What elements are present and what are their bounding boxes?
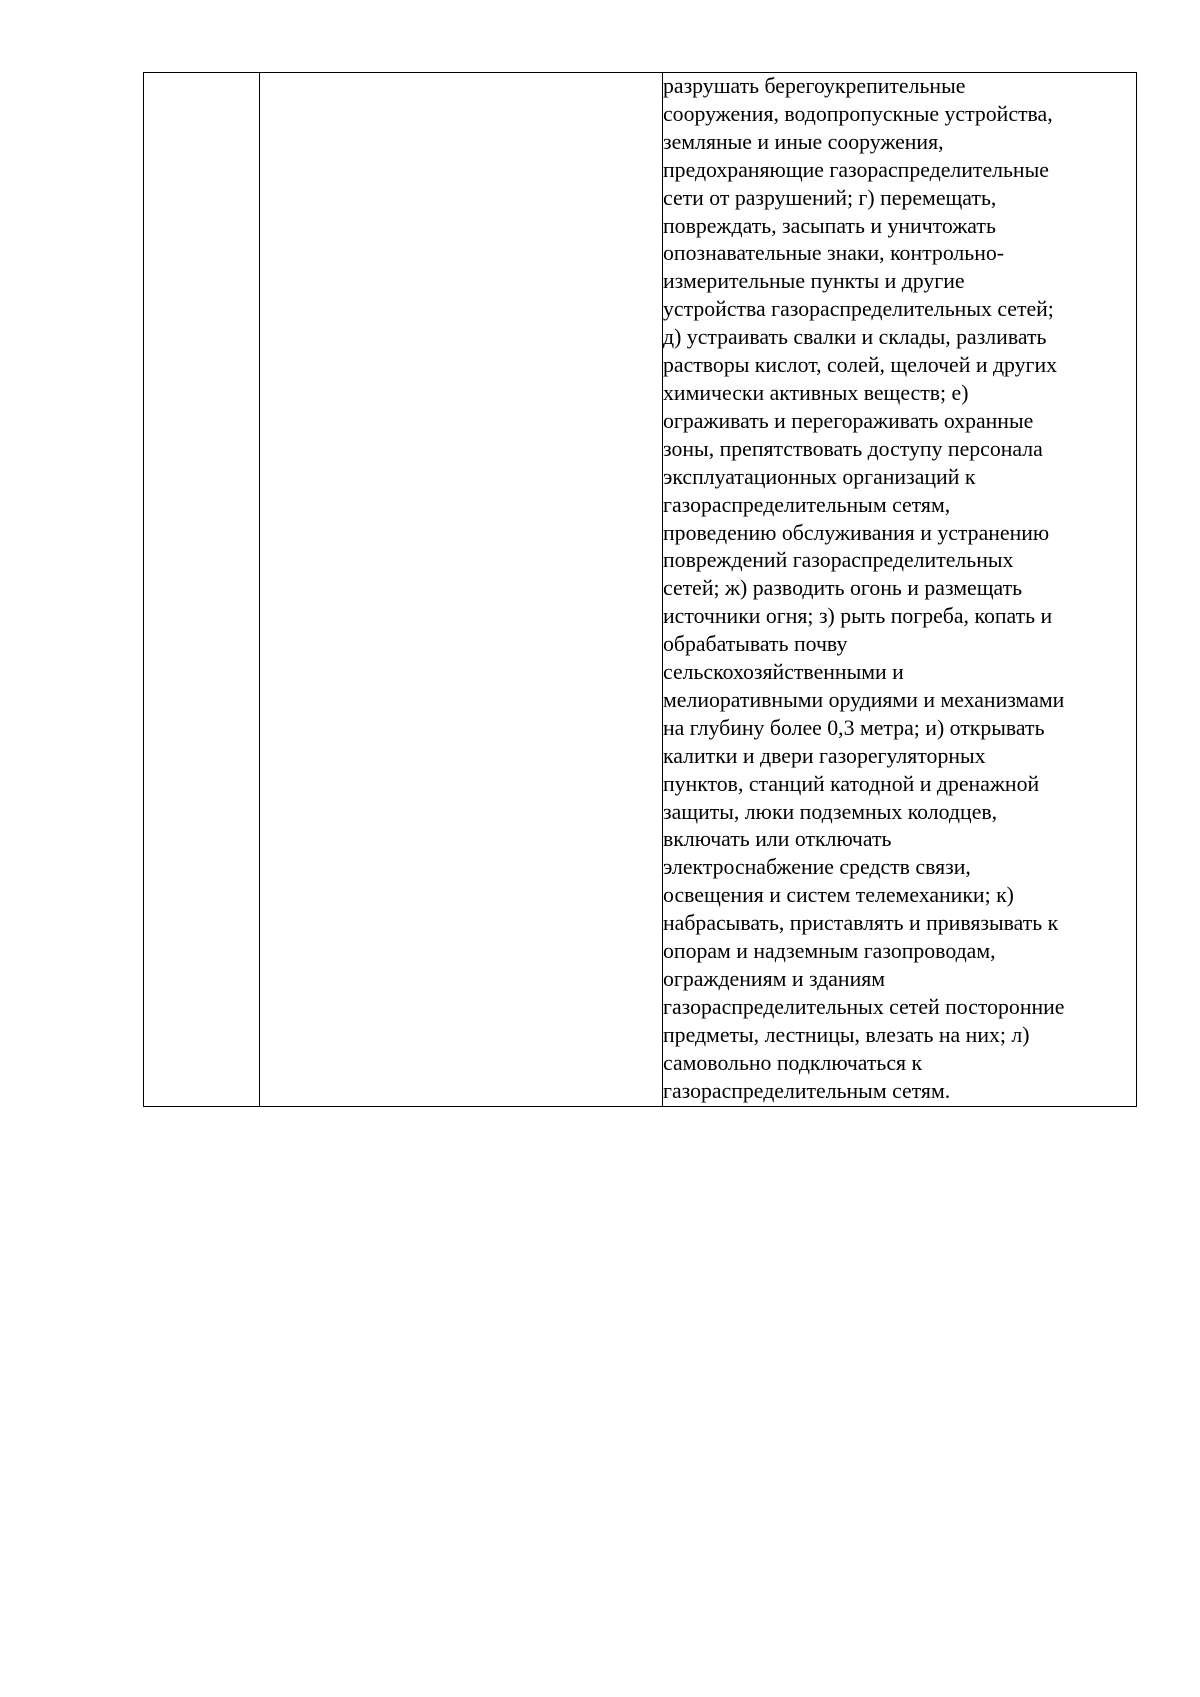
table-cell-restrictions xyxy=(663,73,1137,1107)
document-table xyxy=(143,72,1137,1107)
table-cell-description xyxy=(260,73,663,1107)
cell-text: разрушать берегоукрепительные сооружения, водопропускные устройства, земляные и иные сооружения, предохраняющие газораспределительные сети от разрушений; г) перемещать, повреждать, засыпать и уничтожать опознавательные знаки, контрольно- измерительные пункты и другие устройства газораспределительных сетей; д) устраивать свалки и склады, разливать растворы кислот, солей, щелочей и других химически активных веществ; е) ограживать и перегораживать охранные зоны, препятствовать доступу персонала эксплуатационных организаций к газораспределительным сетям, проведению обслуживания и устранению повреждений газораспределительных сетей; ж) разводить огонь и размещать источники огня; з) рыть погреба, копать и обрабатывать почву сельскохозяйственными и мелиоративными орудиями и механизмами на глубину более 0,3 метра; и) открывать калитки и двери газорегуляторных пунктов, станций катодной и дренажной защиты, люки подземных колодцев, включать или отключать электроснабжение средств связи, освещения и систем телемеханики; к) набрасывать, приставлять и привязывать к опорам и надземным газопроводам, ограждениям и зданиям газораспределительных сетей посторонние предметы, лестницы, влезать на них; л) самовольно подключаться к газораспределительным сетям. xyxy=(663,74,1065,1103)
table-cell-number xyxy=(144,73,260,1107)
table-row xyxy=(144,73,1137,1107)
